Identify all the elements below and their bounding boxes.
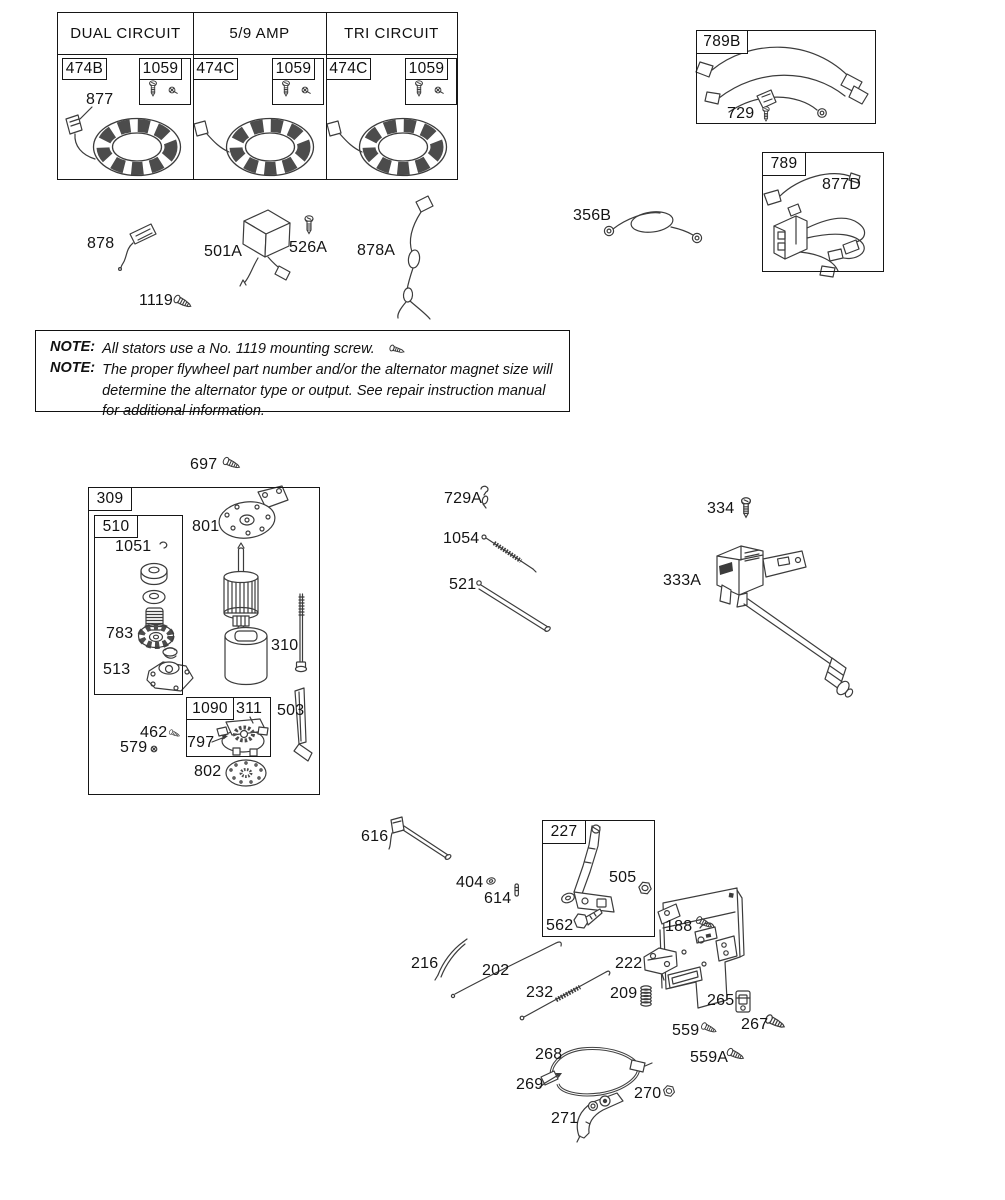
group-label-789: 789 [762,152,806,176]
part-box-474c-1: 474C [193,58,238,80]
rod-616-drawing [389,817,452,860]
note-1-text: All stators use a No. 1119 mounting screw. [102,341,375,357]
callout-579: 579 [120,739,148,756]
diode-501a-drawing [240,210,290,286]
callout-513: 513 [103,661,131,678]
callout-202: 202 [482,962,510,979]
callout-802: 802 [194,763,222,780]
callout-404: 404 [456,874,484,891]
stator-table [57,12,458,180]
callout-334: 334 [707,500,735,517]
choke-lever-271-drawing [577,1093,623,1142]
nut-270-icon [663,1085,676,1097]
group-label-227: 227 [542,820,586,844]
group-label-309: 309 [88,487,132,511]
part-box-474c-2: 474C [326,58,371,80]
callout-270: 270 [634,1085,662,1102]
pin-614-drawing [515,884,518,896]
wire-878-drawing [119,224,156,270]
group-label-1090: 1090 [186,697,234,720]
callout-310: 310 [271,637,299,654]
stator-table-header-rule [58,54,457,55]
callout-311: 311 [236,700,263,717]
note-1-body [102,339,407,359]
washer-404-icon [486,877,496,885]
callout-267: 267 [741,1016,769,1033]
note-2 [50,360,561,421]
column-title-tri-circuit: TRI CIRCUIT [344,25,439,42]
callout-801: 801 [192,518,220,535]
callout-878: 878 [87,235,115,252]
screw-526a-icon [305,216,313,234]
group-label-789b: 789B [696,30,748,54]
part-box-474b: 474B [62,58,107,80]
callout-1051: 1051 [115,538,152,555]
note-box [35,330,570,419]
note-2-text: The proper flywheel part number and/or the alternator magnet size will determine the alternator type or output. See repair instruction manual for additional information. [102,362,553,419]
callout-268: 268 [535,1046,563,1063]
callout-222: 222 [615,955,643,972]
callout-1054: 1054 [443,530,480,547]
spring-209-drawing [641,986,651,1006]
screw-559-icon [701,1022,718,1035]
column-title-dual-circuit: DUAL CIRCUIT [70,25,181,42]
part-box-1059-1: 1059 [139,58,182,80]
note-2-prefix: NOTE: [50,360,96,377]
screw-697-icon [222,457,241,471]
ground-wire-356b-drawing [604,210,701,243]
mounting-screw-icon [389,344,407,354]
ignition-coil-333a-drawing [717,546,854,698]
spring-link-1054-drawing [482,535,536,572]
callout-616: 616 [361,828,389,845]
part-box-1059-3: 1059 [405,58,448,80]
callout-269: 269 [516,1076,544,1093]
callout-505: 505 [609,869,637,886]
callout-333a: 333A [663,572,702,589]
callout-209: 209 [610,985,638,1002]
group-label-510: 510 [94,515,138,538]
callout-562: 562 [546,917,574,934]
callout-797: 797 [187,734,215,751]
callout-216: 216 [411,955,439,972]
callout-697: 697 [190,456,218,473]
callout-559a: 559A [690,1049,729,1066]
callout-877: 877 [86,91,114,108]
note-1-prefix: NOTE: [50,339,96,355]
screw-1119-icon [173,294,193,310]
callout-729a: 729A [444,490,483,507]
screw-334-icon [742,498,751,517]
wire-878a-drawing [398,196,433,319]
callout-559: 559 [672,1022,700,1039]
callout-783: 783 [106,625,134,642]
control-bracket-drawing [658,888,744,1008]
callout-729: 729 [727,105,755,122]
callout-877d: 877D [822,176,862,193]
callout-878a: 878A [357,242,396,259]
callout-521: 521 [449,576,477,593]
callout-271: 271 [551,1110,579,1127]
callout-232: 232 [526,984,554,1001]
clip-265-drawing [736,991,750,1012]
note-1 [50,339,561,359]
callout-1119: 1119 [139,292,174,309]
column-title-5-9-amp: 5/9 AMP [229,25,290,42]
screw-559a-icon [726,1048,745,1062]
callout-356b: 356B [573,207,612,224]
callout-188: 188 [665,918,693,935]
callout-503: 503 [277,702,305,719]
callout-462: 462 [140,724,168,741]
tube-521-drawing [477,581,551,633]
callout-526a: 526A [289,239,328,256]
callout-265: 265 [707,992,735,1009]
callout-614: 614 [484,890,512,907]
callout-501a: 501A [204,243,243,260]
part-box-1059-2: 1059 [272,58,315,80]
rod-216-drawing [435,939,467,980]
